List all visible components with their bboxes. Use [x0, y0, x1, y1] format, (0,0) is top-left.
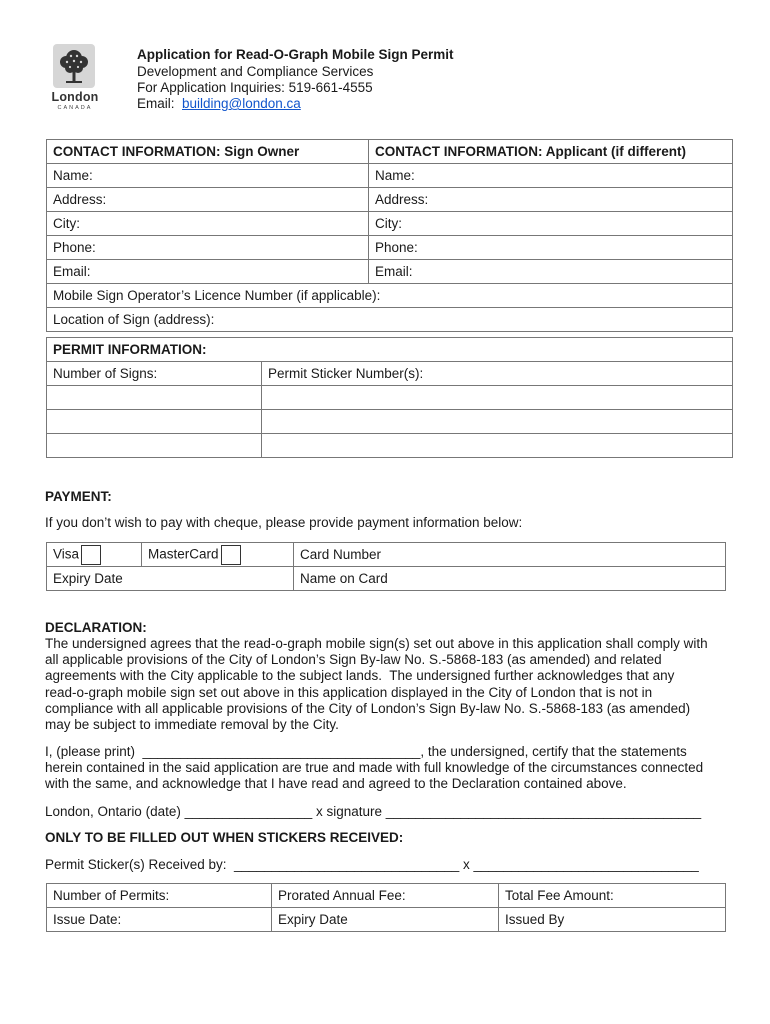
- owner-city-field[interactable]: City:: [47, 212, 369, 236]
- applicant-city-field[interactable]: City:: [369, 212, 733, 236]
- sticker-numbers-label: Permit Sticker Number(s):: [262, 362, 733, 386]
- owner-address-field[interactable]: Address:: [47, 188, 369, 212]
- declaration-line: The undersigned agrees that the read-o-graph mobile sign(s) set out above in this application shall comply with: [45, 636, 708, 651]
- owner-email-field[interactable]: Email:: [47, 260, 369, 284]
- expiry-date-permit-field[interactable]: Expiry Date: [272, 908, 499, 932]
- card-number-field[interactable]: Card Number: [294, 543, 726, 567]
- logo-wordmark: London: [51, 90, 99, 104]
- certify-print-name-line[interactable]: I, (please print) _____________________________________, the undersigned, certify that the statements: [45, 744, 687, 759]
- issue-date-field[interactable]: Issue Date:: [47, 908, 272, 932]
- declaration-line: all applicable provisions of the City of London’s Sign By-law No. S.-5868-183 (as amended) and related: [45, 652, 662, 668]
- mastercard-checkbox[interactable]: [221, 545, 241, 565]
- form-title: Application for Read-O-Graph Mobile Sign Permit: [137, 47, 454, 62]
- num-signs-cell[interactable]: [47, 386, 262, 410]
- sticker-numbers-cell[interactable]: [262, 410, 733, 434]
- permit-table: [46, 337, 733, 458]
- visa-label: Visa: [53, 546, 80, 562]
- stickers-heading: ONLY TO BE FILLED OUT WHEN STICKERS RECEIVED:: [45, 830, 404, 845]
- contact-table: [46, 139, 733, 332]
- num-signs-cell[interactable]: [47, 410, 262, 434]
- declaration-heading: DECLARATION:: [45, 620, 147, 635]
- licence-number-field[interactable]: Mobile Sign Operator’s Licence Number (if applicable):: [47, 284, 733, 308]
- mastercard-label: MasterCard: [148, 546, 219, 562]
- certify-line: herein contained in the said application are true and made with full knowledge of the circumstances connected: [45, 760, 704, 776]
- num-signs-cell[interactable]: [47, 434, 262, 458]
- total-fee-field[interactable]: Total Fee Amount:: [499, 884, 726, 908]
- stickers-received-line[interactable]: Permit Sticker(s) Received by: ______________________________ x ______________________________: [45, 857, 699, 872]
- applicant-address-field[interactable]: Address:: [369, 188, 733, 212]
- date-signature-line[interactable]: London, Ontario (date) _________________ x signature __________________________________________: [45, 804, 702, 819]
- owner-phone-field[interactable]: Phone:: [47, 236, 369, 260]
- num-permits-field[interactable]: Number of Permits:: [47, 884, 272, 908]
- issued-by-field[interactable]: Issued By: [499, 908, 726, 932]
- applicant-name-field[interactable]: Name:: [369, 164, 733, 188]
- sign-location-field[interactable]: Location of Sign (address):: [47, 308, 733, 332]
- email-line: [137, 96, 301, 112]
- visa-checkbox[interactable]: [81, 545, 101, 565]
- prorated-fee-field[interactable]: Prorated Annual Fee:: [272, 884, 499, 908]
- payment-table: [46, 542, 726, 591]
- declaration-text: [45, 636, 735, 733]
- expiry-date-field[interactable]: Expiry Date: [47, 567, 294, 591]
- declaration-line: read-o-graph mobile sign set out above in this application displayed in the City of London that is not in: [45, 684, 653, 700]
- email-link[interactable]: building@london.ca: [182, 96, 301, 111]
- applicant-email-field[interactable]: Email:: [369, 260, 733, 284]
- certify-line: with the same, and acknowledge that I have read and agreed to the Declaration contained above.: [45, 776, 627, 792]
- logo-subtitle: CANADA: [57, 105, 93, 111]
- department-name: Development and Compliance Services: [137, 64, 374, 79]
- applicant-phone-field[interactable]: Phone:: [369, 236, 733, 260]
- visa-option: [47, 543, 142, 567]
- stickers-table: [46, 883, 726, 932]
- payment-instruction: If you don’t wish to pay with cheque, please provide payment information below:: [45, 515, 523, 530]
- certification-text: [45, 744, 735, 793]
- sticker-numbers-cell[interactable]: [262, 386, 733, 410]
- declaration-line: agreements with the City applicable to the subject lands. The undersigned further acknowledges that any: [45, 668, 675, 684]
- applicant-heading: CONTACT INFORMATION: Applicant (if different): [369, 140, 733, 164]
- mastercard-option: [142, 543, 294, 567]
- declaration-line: compliance with all applicable provisions of the City of London’s Sign By-law No. S.-5868-183 (as amended): [45, 700, 691, 716]
- owner-heading: CONTACT INFORMATION: Sign Owner: [47, 140, 369, 164]
- payment-heading: PAYMENT:: [45, 489, 112, 504]
- owner-name-field[interactable]: Name:: [47, 164, 369, 188]
- email-label: Email:: [137, 96, 183, 111]
- city-logo: [47, 44, 103, 114]
- permit-heading: PERMIT INFORMATION:: [47, 338, 733, 362]
- sticker-numbers-cell[interactable]: [262, 434, 733, 458]
- tree-icon: [53, 44, 95, 88]
- num-signs-label: Number of Signs:: [47, 362, 262, 386]
- inquiries-phone: For Application Inquiries: 519-661-4555: [137, 80, 373, 95]
- declaration-line: may be subject to immediate removal by the City.: [45, 717, 339, 733]
- name-on-card-field[interactable]: Name on Card: [294, 567, 726, 591]
